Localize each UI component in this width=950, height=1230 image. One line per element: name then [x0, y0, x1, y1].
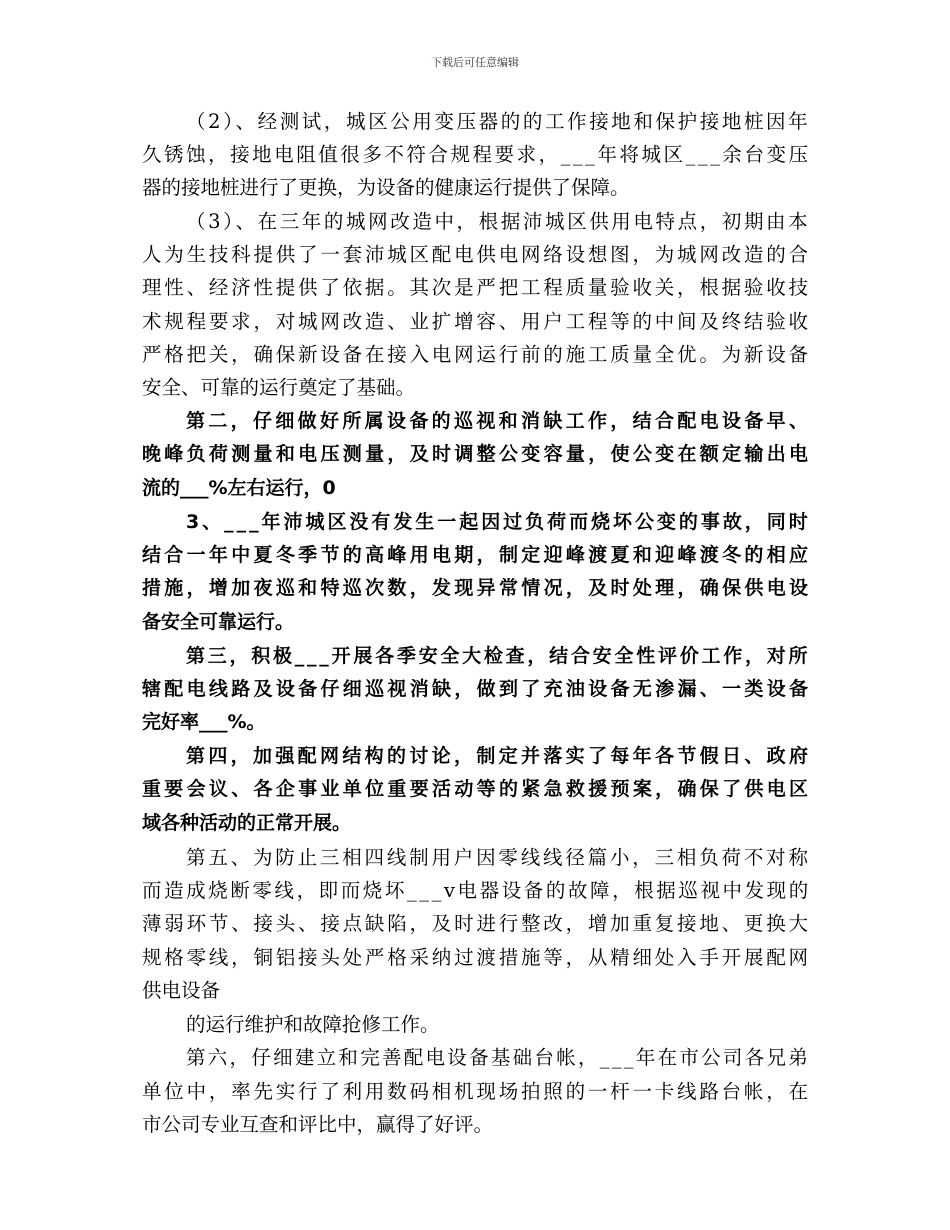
text-line: 供电设备: [142, 979, 221, 1002]
text-line: （2）、经测试，城区公用变压器的的工作接地和保护接地桩因年: [186, 110, 811, 133]
text-line: 第三，积极___开展各季安全大检查，结合安全性评价工作，对所: [186, 645, 811, 667]
text-line: 第六，仔细建立和完善配电设备基础台帐，___年在市公司各兄弟: [186, 1046, 811, 1069]
text-line: 流的___%左右运行，0: [142, 477, 336, 499]
text-line: 而造成烧断零线，即而烧坏___v电器设备的故障，根据巡视中发现的: [142, 879, 811, 902]
text-line: 晚峰负荷测量和电压测量，及时调整公变容量，使公变在额定输出电: [142, 443, 812, 465]
text-line: 3、___年沛城区没有发生一起因过负荷而烧坏公变的事故，同时: [186, 511, 811, 533]
text-line: 久锈蚀，接地电阻值很多不符合规程要求，___年将城区___余台变压: [142, 143, 811, 166]
page-header: 下载后可任意编辑: [431, 56, 519, 69]
text-line: 人为生技科提供了一套沛城区配电供电网络设想图，为城网改造的合: [142, 243, 811, 266]
text-line: 规格零线，铜铝接头处严格采纳过渡措施等，从精细处入手开展配网: [142, 946, 811, 969]
text-line: 器的接地桩进行了更换，为设备的健康运行提供了保障。: [142, 176, 630, 199]
text-line: 市公司专业互查和评比中，赢得了好评。: [142, 1113, 494, 1136]
text-line: 薄弱环节、接头、接点缺陷，及时进行整改，增加重复接地、更换大: [142, 912, 811, 935]
text-line: 第五、为防止三相四线制用户因零线线径篇小，三相负荷不对称: [186, 846, 811, 869]
text-line: 严格把关，确保新设备在接入电网运行前的施工质量全优。为新设备: [142, 343, 811, 366]
text-line: 完好率___%。: [142, 711, 266, 733]
text-line: 第四，加强配网结构的讨论，制定并落实了每年各节假日、政府: [186, 745, 812, 767]
text-line: 辖配电线路及设备仔细巡视消缺，做到了充油设备无渗漏、一类设备: [142, 678, 812, 700]
text-line: 理性、经济性提供了依据。其次是严把工程质量验收关，根据验收技: [142, 276, 811, 299]
text-line: 措施，增加夜巡和特巡次数，发现异常情况，及时处理，确保供电设: [142, 577, 812, 599]
text-line: 的运行维护和故障抢修工作。: [186, 1013, 440, 1036]
text-line: 结合一年中夏冬季节的高峰用电期，制定迎峰渡夏和迎峰渡冬的相应: [142, 544, 812, 566]
text-line: （3）、在三年的城网改造中，根据沛城区供用电特点，初期由本: [186, 210, 811, 233]
text-line: 单位中，率先实行了利用数码相机现场拍照的一杆一卡线路台帐，在: [142, 1080, 811, 1103]
text-line: 重要会议、各企事业单位重要活动等的紧急救援预案，确保了供电区: [142, 778, 812, 800]
text-line: 安全、可靠的运行奠定了基础。: [142, 376, 416, 399]
text-line: 域各种活动的正常开展。: [142, 812, 352, 834]
text-line: 第二，仔细做好所属设备的巡视和消缺工作，结合配电设备早、: [186, 410, 812, 432]
text-line: 术规程要求，对城网改造、业扩增容、用户工程等的中间及终结验收: [142, 310, 811, 333]
text-line: 备安全可靠运行。: [142, 611, 295, 633]
